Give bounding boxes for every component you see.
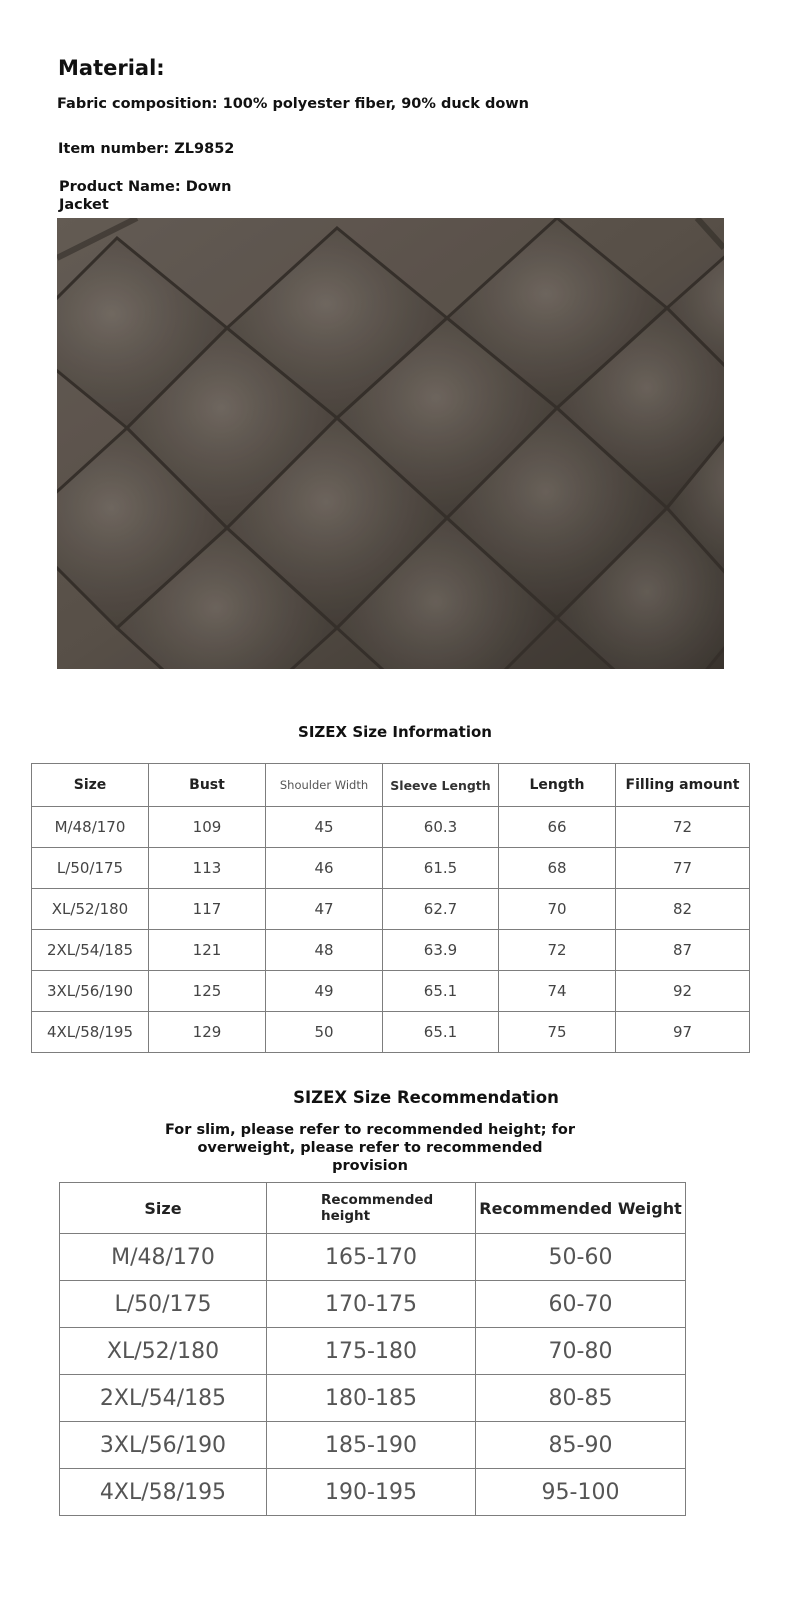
table-row [32,807,750,848]
table-cell: 95-100 [476,1469,686,1516]
table-cell: XL/52/180 [60,1328,267,1375]
table-cell: 66 [499,807,616,848]
header-size: Size [32,764,149,807]
header-filling-amount: Filling amount [616,764,750,807]
table-cell: 113 [149,848,266,889]
table-header-row [60,1183,686,1234]
table-header-row [32,764,750,807]
table-row [60,1469,686,1516]
header-shoulder-width: Shoulder Width [266,764,383,807]
table-row [60,1328,686,1375]
table-cell: 4XL/58/195 [32,1012,149,1053]
table-cell: 3XL/56/190 [60,1422,267,1469]
table-cell: 82 [616,889,750,930]
product-name: Product Name: Down Jacket [59,179,232,213]
table-cell: L/50/175 [32,848,149,889]
table-row [60,1375,686,1422]
table-cell: 75 [499,1012,616,1053]
table-cell: 180-185 [267,1375,476,1422]
table-cell: 47 [266,889,383,930]
table-cell: 65.1 [383,1012,499,1053]
header-recommended-weight: Recommended Weight [476,1183,686,1234]
table-row [32,930,750,971]
table-cell: 97 [616,1012,750,1053]
table-cell: L/50/175 [60,1281,267,1328]
table-cell: 85-90 [476,1422,686,1469]
table-cell: 125 [149,971,266,1012]
table-cell: 92 [616,971,750,1012]
table-cell: 60.3 [383,807,499,848]
table-row [60,1422,686,1469]
table-cell: 60-70 [476,1281,686,1328]
table-cell: 175-180 [267,1328,476,1375]
table-cell: 46 [266,848,383,889]
table-cell: M/48/170 [60,1234,267,1281]
table-row [60,1281,686,1328]
size-information-title: SIZEX Size Information [298,723,492,741]
table-cell: 77 [616,848,750,889]
size-recommendation-title: SIZEX Size Recommendation [293,1088,559,1107]
header-sleeve-length: Sleeve Length [383,764,499,807]
table-cell: 48 [266,930,383,971]
table-cell: 117 [149,889,266,930]
header-bust: Bust [149,764,266,807]
table-cell: 2XL/54/185 [60,1375,267,1422]
table-cell: 74 [499,971,616,1012]
table-cell: 50 [266,1012,383,1053]
table-cell: 72 [616,807,750,848]
quilted-fabric-photo [57,218,724,669]
header-size: Size [60,1183,267,1234]
header-recommended-height: Recommended height [267,1183,476,1234]
table-row [60,1234,686,1281]
size-recommendation-table [59,1182,686,1516]
item-number: Item number: ZL9852 [58,141,235,157]
size-information-table [31,763,750,1053]
table-cell: 65.1 [383,971,499,1012]
table-row [32,971,750,1012]
table-cell: 49 [266,971,383,1012]
table-cell: 170-175 [267,1281,476,1328]
table-cell: 121 [149,930,266,971]
size-recommendation-note: For slim, please refer to recommended height; for overweight, please refer to recommended provision [164,1122,576,1174]
table-cell: 61.5 [383,848,499,889]
table-cell: 70 [499,889,616,930]
table-cell: XL/52/180 [32,889,149,930]
table-cell: 129 [149,1012,266,1053]
table-cell: 80-85 [476,1375,686,1422]
material-heading: Material: [58,56,165,80]
table-cell: 4XL/58/195 [60,1469,267,1516]
table-cell: 62.7 [383,889,499,930]
table-cell: 2XL/54/185 [32,930,149,971]
table-cell: 68 [499,848,616,889]
table-cell: M/48/170 [32,807,149,848]
table-cell: 50-60 [476,1234,686,1281]
table-cell: 72 [499,930,616,971]
table-cell: 63.9 [383,930,499,971]
table-row [32,889,750,930]
table-cell: 190-195 [267,1469,476,1516]
table-cell: 45 [266,807,383,848]
table-cell: 165-170 [267,1234,476,1281]
fabric-composition: Fabric composition: 100% polyester fiber, 90% duck down [57,96,530,112]
table-cell: 87 [616,930,750,971]
table-cell: 185-190 [267,1422,476,1469]
table-cell: 3XL/56/190 [32,971,149,1012]
header-length: Length [499,764,616,807]
table-cell: 109 [149,807,266,848]
table-row [32,1012,750,1053]
table-cell: 70-80 [476,1328,686,1375]
table-row [32,848,750,889]
